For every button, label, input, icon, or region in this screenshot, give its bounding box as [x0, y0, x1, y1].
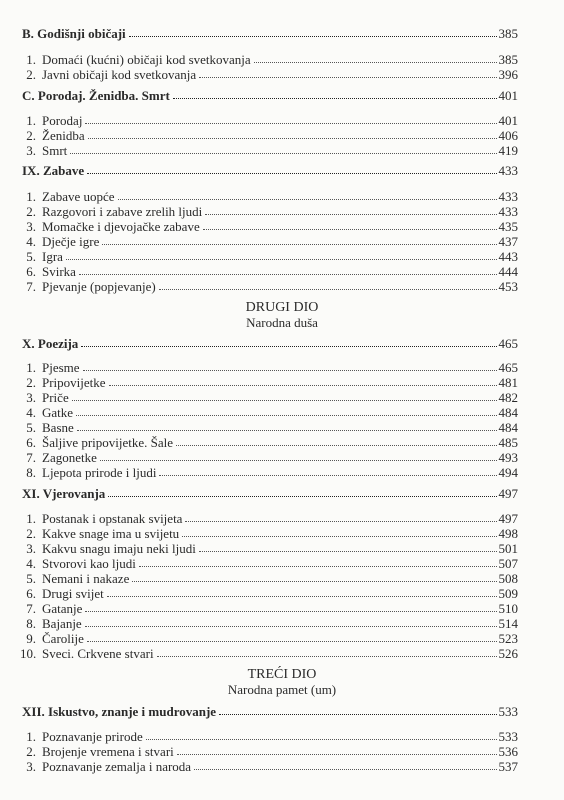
entry-title: Pjevanje (popjevanje)	[42, 279, 156, 294]
entry-title: Basne	[42, 420, 74, 435]
entry-number: 1.	[26, 729, 36, 744]
dot-leader	[87, 640, 497, 642]
part-title: DRUGI DIO	[245, 300, 319, 315]
entry-number: 1.	[26, 360, 36, 375]
dot-leader	[157, 655, 497, 657]
entry-number: 2.	[26, 526, 36, 541]
entry-number: 1.	[26, 52, 36, 67]
page-number: 510	[498, 601, 518, 616]
entry-title: Igra	[42, 249, 63, 264]
entry-number: 6.	[26, 586, 36, 601]
dot-leader	[132, 580, 496, 582]
dot-leader	[85, 610, 496, 612]
entry-title: Poznavanje zemalja i naroda	[42, 759, 192, 774]
entry-number: 2.	[26, 375, 36, 390]
heading-title: XI. Vjerovanja	[22, 486, 106, 501]
page-number: 485	[498, 435, 518, 450]
entry-title: Postanak i opstanak svijeta	[42, 511, 183, 526]
heading-title: B. Godišnji običaji	[22, 26, 126, 41]
toc-entry	[22, 758, 518, 775]
page-number: 443	[498, 249, 518, 264]
entry-title: Sveci. Crkvene stvari	[42, 646, 154, 661]
entry-number: 1.	[26, 113, 36, 128]
heading-title: X. Poezija	[22, 336, 79, 351]
entry-title: Javni običaji kod svetkovanja	[42, 67, 197, 82]
toc-entry	[22, 66, 518, 83]
toc-entry	[22, 645, 518, 662]
entry-number: 8.	[26, 616, 36, 631]
page-number: 533	[498, 729, 518, 744]
entry-number: 7.	[26, 450, 36, 465]
dot-leader	[219, 713, 496, 715]
entry-title: Drugi svijet	[42, 586, 104, 601]
dot-leader	[129, 35, 497, 37]
entry-number: 4.	[26, 234, 36, 249]
entry-number: 7.	[26, 601, 36, 616]
page-number: 526	[498, 646, 518, 661]
entry-title: Domaći (kućni) običaji kod svetkovanja	[42, 52, 251, 67]
page-number: 497	[498, 486, 518, 501]
entry-number: 6.	[26, 264, 36, 279]
dot-leader	[254, 61, 497, 63]
dot-leader	[70, 152, 496, 154]
entry-number: 8.	[26, 465, 36, 480]
dot-leader	[102, 243, 496, 245]
entry-number: 5.	[26, 420, 36, 435]
entry-number: 2.	[26, 744, 36, 759]
page-number: 385	[498, 26, 518, 41]
entry-number: 5.	[26, 249, 36, 264]
entry-number: 3.	[26, 390, 36, 405]
toc-entry	[22, 142, 518, 159]
page-number: 501	[498, 541, 518, 556]
page-number: 493	[498, 450, 518, 465]
page-number: 406	[498, 128, 518, 143]
page-number: 507	[498, 556, 518, 571]
dot-leader	[182, 535, 496, 537]
page-number: 433	[498, 189, 518, 204]
entry-title: Kakvu snagu imaju neki ljudi	[42, 541, 196, 556]
entry-title: Pjesme	[42, 360, 80, 375]
entry-title: Ljepota prirode i ljudi	[42, 465, 157, 480]
page-number: 433	[498, 204, 518, 219]
entry-title: Kakve snage ima u svijetu	[42, 526, 180, 541]
entry-title: Priče	[42, 390, 69, 405]
page-number: 536	[498, 744, 518, 759]
page-number: 537	[498, 759, 518, 774]
dot-leader	[177, 753, 497, 755]
page-number: 385	[498, 52, 518, 67]
dot-leader	[139, 565, 497, 567]
entry-number: 10.	[20, 646, 37, 661]
dot-leader	[79, 273, 497, 275]
entry-number: 4.	[26, 405, 36, 420]
toc-heading	[22, 87, 518, 104]
dot-leader	[146, 738, 497, 740]
entry-title: Svirka	[42, 264, 76, 279]
entry-number: 2.	[26, 128, 36, 143]
dot-leader	[76, 414, 496, 416]
page-number: 533	[498, 704, 518, 719]
entry-title: Momačke i djevojačke zabave	[42, 219, 200, 234]
entry-number: 3.	[26, 541, 36, 556]
page-number: 482	[498, 390, 518, 405]
dot-leader	[81, 345, 496, 347]
dot-leader	[100, 459, 497, 461]
dot-leader	[203, 228, 497, 230]
entry-title: Nemani i nakaze	[42, 571, 130, 586]
dot-leader	[66, 258, 497, 260]
page-number: 481	[498, 375, 518, 390]
page-number: 498	[498, 526, 518, 541]
page-number: 401	[498, 113, 518, 128]
entry-title: Bajanje	[42, 616, 82, 631]
page-number: 435	[498, 219, 518, 234]
toc-heading	[22, 485, 518, 502]
page-number: 453	[498, 279, 518, 294]
page-number: 437	[498, 234, 518, 249]
dot-leader	[118, 198, 497, 200]
dot-leader	[107, 595, 497, 597]
entry-title: Čarolije	[42, 631, 84, 646]
entry-title: Poznavanje prirode	[42, 729, 143, 744]
page-number: 494	[498, 465, 518, 480]
heading-title: IX. Zabave	[22, 163, 85, 178]
dot-leader	[159, 474, 496, 476]
entry-number: 3.	[26, 759, 36, 774]
entry-title: Gatanje	[42, 601, 83, 616]
entry-title: Gatke	[42, 405, 74, 420]
entry-number: 3.	[26, 219, 36, 234]
dot-leader	[199, 550, 497, 552]
part-title: TREĆI DIO	[247, 667, 317, 682]
dot-leader	[185, 520, 496, 522]
toc-entry	[22, 464, 518, 481]
toc-heading	[22, 162, 518, 179]
entry-title: Pripovijetke	[42, 375, 106, 390]
entry-title: Ženidba	[42, 128, 85, 143]
dot-leader	[83, 369, 497, 371]
dot-leader	[85, 122, 496, 124]
entry-number: 3.	[26, 143, 36, 158]
page-number: 433	[498, 163, 518, 178]
entry-title: Brojenje vremena i stvari	[42, 744, 174, 759]
dot-leader	[87, 172, 496, 174]
page-number: 514	[498, 616, 518, 631]
entry-title: Šaljive pripovijetke. Šale	[42, 435, 174, 450]
page-number: 396	[498, 67, 518, 82]
toc-heading	[22, 25, 518, 42]
page-number: 484	[498, 405, 518, 420]
dot-leader	[159, 288, 497, 290]
entry-title: Razgovori i zabave zrelih ljudi	[42, 204, 203, 219]
dot-leader	[173, 97, 497, 99]
dot-leader	[194, 768, 496, 770]
entry-title: Zagonetke	[42, 450, 97, 465]
entry-title: Dječje igre	[42, 234, 100, 249]
page-number: 497	[498, 511, 518, 526]
page-number: 419	[498, 143, 518, 158]
page-number: 465	[498, 360, 518, 375]
dot-leader	[205, 213, 496, 215]
dot-leader	[85, 625, 497, 627]
toc-heading	[22, 335, 518, 352]
entry-title: Smrt	[42, 143, 68, 158]
entry-title: Porodaj	[42, 113, 83, 128]
page-number: 484	[498, 420, 518, 435]
page-number: 465	[498, 336, 518, 351]
entry-title: Stvorovi kao ljudi	[42, 556, 136, 571]
dot-leader	[77, 429, 497, 431]
page-number: 523	[498, 631, 518, 646]
dot-leader	[72, 399, 497, 401]
page-number: 508	[498, 571, 518, 586]
entry-number: 4.	[26, 556, 36, 571]
heading-title: XII. Iskustvo, znanje i mudrovanje	[22, 704, 217, 719]
page-number: 444	[498, 264, 518, 279]
dot-leader	[108, 495, 496, 497]
entry-number: 9.	[26, 631, 36, 646]
page-number: 509	[498, 586, 518, 601]
entry-number: 5.	[26, 571, 36, 586]
entry-number: 6.	[26, 435, 36, 450]
part-subtitle: Narodna pamet (um)	[227, 682, 337, 697]
heading-title: C. Porodaj. Ženidba. Smrt	[22, 88, 170, 103]
page-number: 401	[498, 88, 518, 103]
dot-leader	[199, 76, 496, 78]
entry-number: 1.	[26, 189, 36, 204]
part-subtitle: Narodna duša	[246, 315, 318, 330]
entry-number: 7.	[26, 279, 36, 294]
dot-leader	[176, 444, 496, 446]
entry-number: 2.	[26, 67, 36, 82]
toc-heading	[22, 703, 518, 720]
entry-number: 2.	[26, 204, 36, 219]
dot-leader	[109, 384, 497, 386]
entry-number: 1.	[26, 511, 36, 526]
dot-leader	[88, 137, 497, 139]
entry-title: Zabave uopće	[42, 189, 115, 204]
toc-entry	[22, 278, 518, 295]
